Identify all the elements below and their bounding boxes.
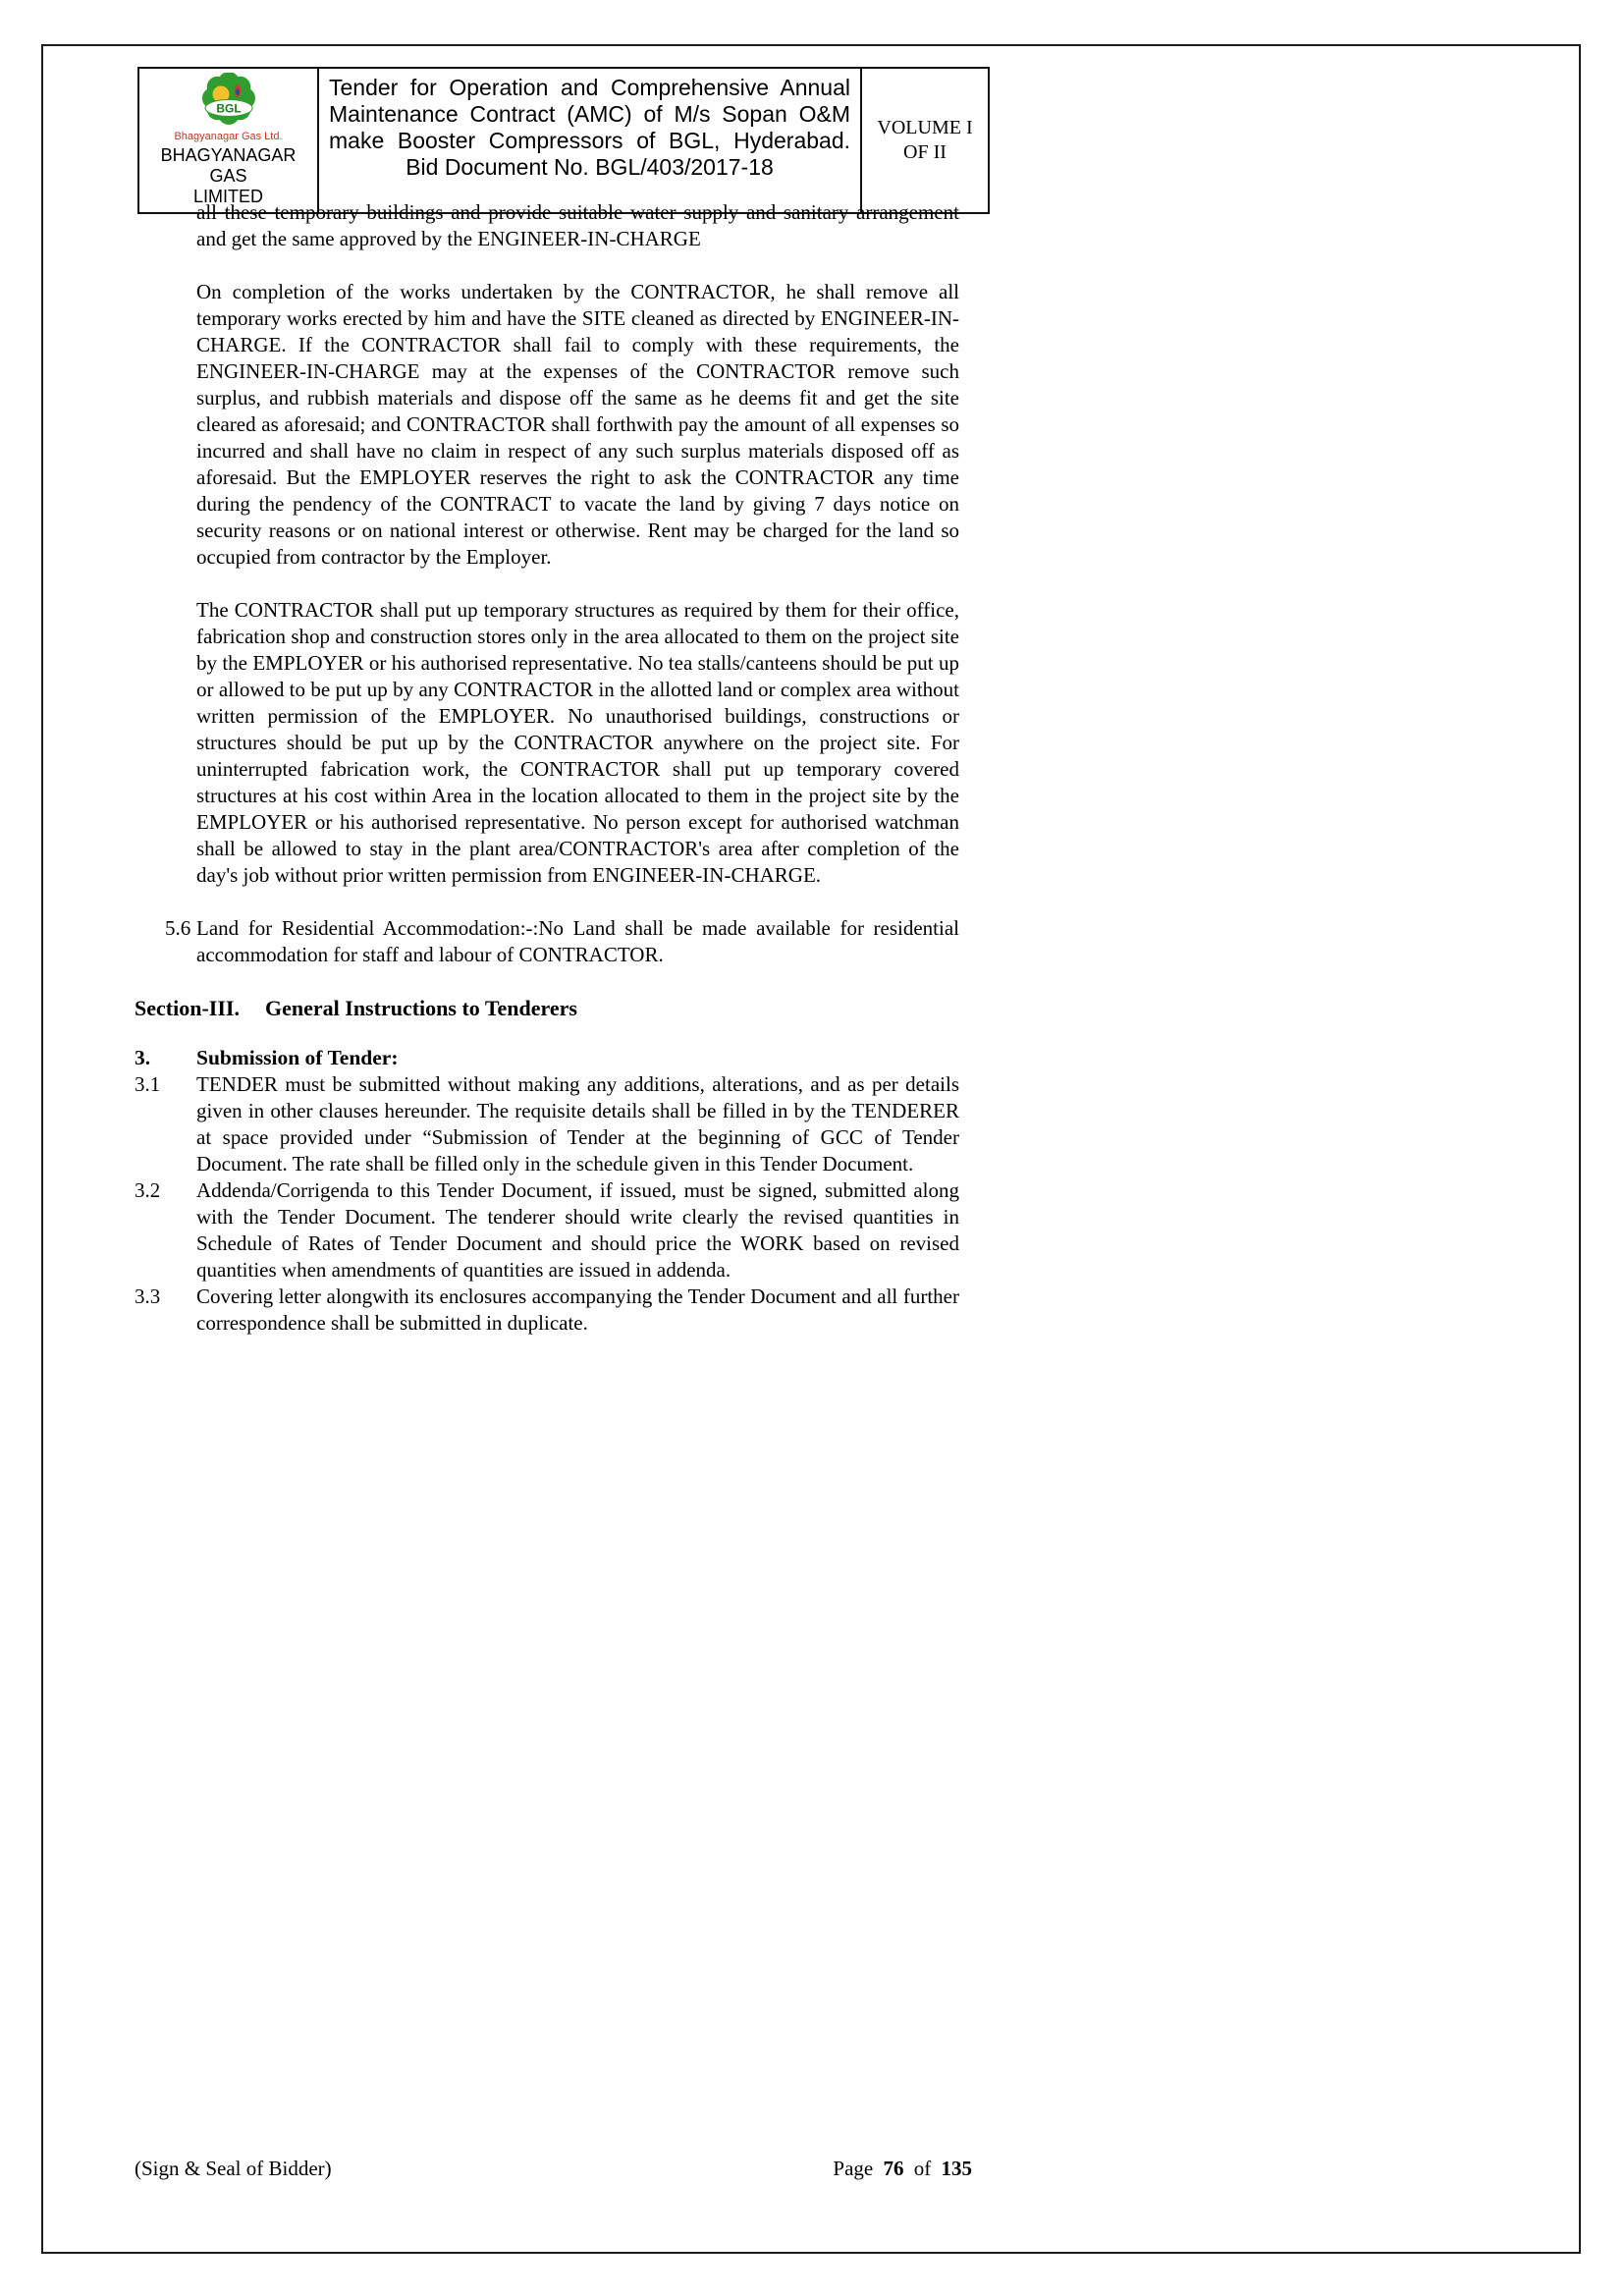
body-paragraph-2: On completion of the works undertaken by the CONTRACTOR, he shall remove all temporary works erected by him and have the SITE cleaned as directed by ENGINEER-IN-CHARGE. If the CONTRACTOR shall fail to comply with these requirements, the ENGINEER-IN-CHARGE may at the expenses of the CONTRACTOR remove such surplus, and rubbish materials and dispose off the same as he deems fit and get the site cleared as aforesaid; and CONTRACTOR shall forthwith pay the amount of all expenses so incurred and shall have no claim in respect of any such surplus materials disposed off as aforesaid. But the EMPLOYER reserves the right to ask the CONTRACTOR any time during the pendency of the CONTRACT to vacate the land by giving 7 days notice on security reasons or on national interest or otherwise. Rent may be charged for the land so occupied from contractor by the Employer. [196, 280, 959, 569]
footer-of-word: of [913, 2157, 932, 2180]
document-body [135, 199, 959, 1337]
tender-title: Tender for Operation and Comprehensive Annual Maintenance Contract (AMC) of M/s Sopan O&M make Booster Compressors of BGL, Hyderabad. [329, 75, 850, 153]
clause-3-2-number: 3.2 [135, 1178, 161, 1202]
body-paragraph-3: The CONTRACTOR shall put up temporary structures as required by them for their office, fabrication shop and construction stores only in the area allocated to them on the project site by the EMPLOYER or his authorised representative. No tea stalls/canteens should be put up or allowed to be put up by any CONTRACTOR in the allotted land or complex area without written permission of the EMPLOYER. No unauthorised buildings, constructions or structures should be put up by the CONTRACTOR anywhere on the project site. For uninterrupted fabrication work, the CONTRACTOR shall put up temporary covered structures at his cost within Area in the location allocated to them in the project site by the EMPLOYER or his authorised representative. No person except for authorised watchman shall be allowed to stay in the plant area/CONTRACTOR's area after completion of the day's job without prior written permission from ENGINEER-IN-CHARGE. [196, 598, 959, 887]
clause-3-1-text: TENDER must be submitted without making any additions, alterations, and as per details given in other clauses hereunder. The requisite details shall be filled in by the TENDERER at space provided under “Submission of Tender at the beginning of GCC of Tender Document. The rate shall be filled only in the schedule given in this Tender Document. [196, 1072, 959, 1175]
volume-cell [862, 69, 988, 212]
clause-3-number: 3. [135, 1046, 151, 1069]
volume-line1: VOLUME I [877, 117, 973, 138]
bgl-logo-icon [184, 73, 274, 130]
body-paragraph-1: all these temporary buildings and provide suitable water supply and sanitary arrangement and get the same approved by the ENGINEER-IN-CHARGE [196, 200, 959, 250]
section-heading-title: General Instructions to Tenderers [265, 996, 577, 1020]
clause-3-title: Submission of Tender: [196, 1046, 399, 1069]
logo-monogram: BGL [215, 101, 242, 116]
page-footer [135, 2157, 972, 2181]
title-cell [319, 69, 862, 212]
clause-3-2-text: Addenda/Corrigenda to this Tender Document, if issued, must be signed, submitted along with the Tender Document. The tenderer should write clearly the revised quantities in Schedule of Rates of Tender Document and should price the WORK based on revised quantities when amendments of quantities are issued in addenda. [196, 1178, 959, 1282]
logo-cell [139, 69, 319, 212]
section-heading [135, 995, 959, 1021]
company-name-line2: LIMITED [192, 187, 263, 206]
footer-page-total: 135 [941, 2157, 972, 2180]
logo-tagline: Bhagyanagar Gas Ltd. [174, 131, 283, 142]
footer-page-indicator [833, 2157, 972, 2181]
company-name [143, 145, 313, 207]
clause-3-3-number: 3.3 [135, 1285, 161, 1308]
section-heading-number: Section-III. [135, 996, 240, 1020]
clause-3-1 [135, 1071, 959, 1177]
volume-line2: OF II [903, 141, 947, 163]
clause-3-1-number: 3.1 [135, 1072, 161, 1096]
company-name-line1: BHAGYANAGAR GAS [160, 145, 297, 186]
clause-3-2 [135, 1177, 959, 1284]
bid-document-number: Bid Document No. BGL/403/2017-18 [406, 154, 774, 180]
clause-3-3-text: Covering letter alongwith its enclosures accompanying the Tender Document and all further correspondence shall be submitted in duplicate. [196, 1285, 959, 1335]
clause-5-6-text: Land for Residential Accommodation:-:No Land shall be made available for residential accommodation for staff and labour of CONTRACTOR. [196, 916, 959, 966]
clause-5-6 [165, 915, 959, 968]
clause-3-heading [135, 1045, 959, 1071]
header-table [137, 67, 990, 214]
footer-page-word: Page [833, 2157, 874, 2180]
clause-5-6-number: 5.6 [165, 916, 191, 940]
clause-3-3 [135, 1284, 959, 1337]
footer-sign-seal: (Sign & Seal of Bidder) [135, 2157, 332, 2180]
footer-page-number: 76 [883, 2157, 904, 2180]
